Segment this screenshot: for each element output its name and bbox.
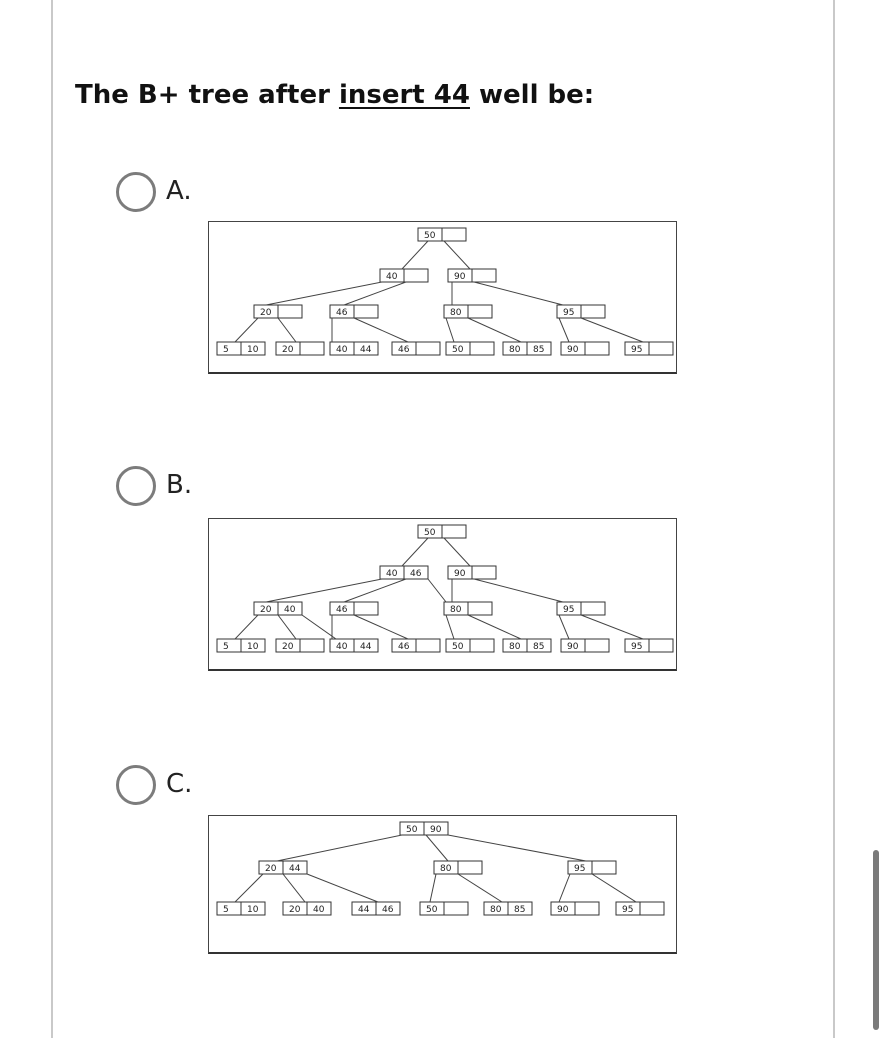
root-node-key: 50 bbox=[406, 825, 418, 835]
tree-edge bbox=[278, 615, 296, 639]
leaf-node-key: 50 bbox=[452, 642, 464, 652]
internal-node-key: 95 bbox=[563, 308, 575, 318]
internal-node-cell bbox=[468, 602, 492, 615]
tree-edge bbox=[302, 615, 336, 639]
leaf-node bbox=[420, 902, 468, 915]
root-node-key: 90 bbox=[430, 825, 442, 835]
leaf-node bbox=[217, 902, 265, 915]
leaf-node-key: 10 bbox=[247, 905, 259, 915]
leaf-node bbox=[484, 902, 532, 915]
internal-node bbox=[380, 566, 428, 579]
tree-edge bbox=[448, 835, 586, 861]
leaf-node-cell bbox=[416, 639, 440, 652]
leaf-node-key: 20 bbox=[282, 345, 294, 355]
option-c-label: C. bbox=[166, 769, 193, 799]
tree-edge bbox=[468, 615, 521, 639]
leaf-node bbox=[217, 342, 265, 355]
tree-edge bbox=[474, 579, 563, 602]
tree-edge bbox=[468, 318, 521, 342]
root-node-cell bbox=[442, 228, 466, 241]
leaf-node-cell bbox=[444, 902, 468, 915]
root-node-cell bbox=[442, 525, 466, 538]
internal-node-cell bbox=[472, 269, 496, 282]
tree-edge bbox=[592, 874, 636, 902]
root-node bbox=[400, 822, 448, 835]
tree-edge bbox=[235, 318, 258, 342]
leaf-node-key: 90 bbox=[567, 345, 579, 355]
option-a-radio[interactable] bbox=[116, 172, 156, 212]
tree-edge bbox=[559, 874, 570, 902]
internal-node bbox=[380, 269, 428, 282]
leaf-node-key: 46 bbox=[398, 642, 410, 652]
internal-node bbox=[557, 305, 605, 318]
internal-node-cell bbox=[278, 305, 302, 318]
internal-node-key: 20 bbox=[260, 605, 272, 615]
leaf-node-key: 90 bbox=[557, 905, 569, 915]
leaf-node-key: 20 bbox=[289, 905, 301, 915]
internal-node bbox=[330, 305, 378, 318]
option-b-radio[interactable] bbox=[116, 466, 156, 506]
leaf-node-key: 80 bbox=[509, 345, 521, 355]
leaf-node-key: 5 bbox=[223, 905, 229, 915]
tree-edge bbox=[277, 835, 402, 861]
question-underlined: insert 44 bbox=[338, 80, 470, 110]
internal-node-key: 44 bbox=[289, 864, 301, 874]
leaf-node bbox=[392, 342, 440, 355]
option-a-label: A. bbox=[166, 176, 192, 206]
leaf-node-cell bbox=[575, 902, 599, 915]
tree-edge bbox=[266, 282, 382, 305]
leaf-node bbox=[352, 902, 400, 915]
leaf-node-key: 80 bbox=[490, 905, 502, 915]
leaf-node bbox=[446, 342, 494, 355]
leaf-node-key: 85 bbox=[514, 905, 526, 915]
leaf-node-key: 10 bbox=[247, 345, 259, 355]
tree-edge bbox=[446, 318, 454, 342]
internal-node bbox=[444, 305, 492, 318]
internal-node-key: 80 bbox=[440, 864, 452, 874]
tree-edge bbox=[444, 241, 470, 269]
leaf-node-key: 44 bbox=[360, 345, 372, 355]
tree-edge bbox=[444, 538, 470, 566]
internal-node-key: 95 bbox=[563, 605, 575, 615]
internal-node-key: 46 bbox=[336, 308, 348, 318]
leaf-node bbox=[276, 639, 324, 652]
leaf-node-key: 44 bbox=[358, 905, 370, 915]
internal-node bbox=[444, 602, 492, 615]
internal-node-key: 90 bbox=[454, 272, 466, 282]
leaf-node-cell bbox=[585, 639, 609, 652]
leaf-node bbox=[561, 639, 609, 652]
internal-node bbox=[557, 602, 605, 615]
tree-edge bbox=[235, 874, 263, 902]
leaf-node bbox=[625, 342, 673, 355]
option-b-tree bbox=[209, 519, 678, 672]
internal-node-cell bbox=[354, 602, 378, 615]
leaf-node-cell bbox=[649, 639, 673, 652]
tree-edge bbox=[307, 874, 378, 902]
question-suffix: well be: bbox=[469, 80, 595, 110]
tree-edge bbox=[426, 835, 448, 861]
leaf-node-key: 5 bbox=[223, 345, 229, 355]
scrollbar-thumb[interactable] bbox=[873, 850, 879, 1030]
internal-node-cell bbox=[472, 566, 496, 579]
tree-edge bbox=[344, 282, 406, 305]
internal-node-cell bbox=[581, 305, 605, 318]
leaf-node bbox=[561, 342, 609, 355]
internal-node-cell bbox=[581, 602, 605, 615]
leaf-node bbox=[217, 639, 265, 652]
leaf-node-key: 40 bbox=[336, 642, 348, 652]
leaf-node-key: 46 bbox=[398, 345, 410, 355]
root-node-key: 50 bbox=[424, 231, 436, 241]
tree-edge bbox=[581, 318, 643, 342]
leaf-node bbox=[392, 639, 440, 652]
tree-edge bbox=[354, 615, 408, 639]
leaf-node-key: 10 bbox=[247, 642, 259, 652]
tree-edge bbox=[283, 874, 305, 902]
internal-node-key: 46 bbox=[336, 605, 348, 615]
leaf-node-cell bbox=[640, 902, 664, 915]
internal-node-key: 40 bbox=[386, 569, 398, 579]
tree-edge bbox=[474, 282, 563, 305]
tree-edge bbox=[402, 241, 428, 269]
option-a-tree-figure bbox=[208, 221, 677, 374]
leaf-node-key: 95 bbox=[622, 905, 634, 915]
leaf-node-cell bbox=[416, 342, 440, 355]
leaf-node bbox=[551, 902, 599, 915]
leaf-node bbox=[625, 639, 673, 652]
internal-node bbox=[254, 602, 302, 615]
leaf-node-cell bbox=[649, 342, 673, 355]
internal-node-key: 46 bbox=[410, 569, 422, 579]
leaf-node-key: 50 bbox=[426, 905, 438, 915]
tree-edge bbox=[559, 615, 569, 639]
leaf-node-key: 40 bbox=[336, 345, 348, 355]
internal-node-cell bbox=[404, 269, 428, 282]
leaf-node bbox=[503, 639, 551, 652]
internal-node bbox=[448, 566, 496, 579]
tree-edge bbox=[354, 318, 408, 342]
tree-edge bbox=[458, 874, 502, 902]
leaf-node-cell bbox=[217, 639, 241, 652]
leaf-node-key: 5 bbox=[223, 642, 229, 652]
internal-node bbox=[434, 861, 482, 874]
tree-edge bbox=[428, 579, 446, 602]
internal-node bbox=[254, 305, 302, 318]
root-node bbox=[418, 228, 466, 241]
tree-edge bbox=[559, 318, 569, 342]
internal-node-key: 95 bbox=[574, 864, 586, 874]
option-b-tree-figure bbox=[208, 518, 677, 671]
internal-node-cell bbox=[354, 305, 378, 318]
tree-edge bbox=[402, 538, 428, 566]
leaf-node-key: 80 bbox=[509, 642, 521, 652]
leaf-node-key: 95 bbox=[631, 345, 643, 355]
leaf-node-key: 46 bbox=[382, 905, 394, 915]
leaf-node-cell bbox=[217, 902, 241, 915]
leaf-node-key: 40 bbox=[313, 905, 325, 915]
leaf-node-cell bbox=[300, 639, 324, 652]
internal-node-key: 80 bbox=[450, 605, 462, 615]
tree-edge bbox=[235, 615, 258, 639]
option-c-tree bbox=[209, 816, 678, 955]
internal-node-key: 40 bbox=[386, 272, 398, 282]
leaf-node-key: 95 bbox=[631, 642, 643, 652]
leaf-node bbox=[503, 342, 551, 355]
option-b-label: B. bbox=[166, 470, 193, 500]
tree-edge bbox=[278, 318, 296, 342]
internal-node bbox=[448, 269, 496, 282]
tree-edge bbox=[430, 874, 436, 902]
internal-node-key: 90 bbox=[454, 569, 466, 579]
option-c-radio[interactable] bbox=[116, 765, 156, 805]
leaf-node-key: 90 bbox=[567, 642, 579, 652]
leaf-node-key: 85 bbox=[533, 345, 545, 355]
internal-node-key: 20 bbox=[260, 308, 272, 318]
internal-node bbox=[568, 861, 616, 874]
leaf-node bbox=[276, 342, 324, 355]
question-text bbox=[75, 80, 594, 110]
leaf-node-cell bbox=[470, 639, 494, 652]
leaf-node-key: 85 bbox=[533, 642, 545, 652]
leaf-node-cell bbox=[217, 342, 241, 355]
leaf-node bbox=[330, 639, 378, 652]
leaf-node-cell bbox=[470, 342, 494, 355]
internal-node-key: 20 bbox=[265, 864, 277, 874]
leaf-node bbox=[330, 342, 378, 355]
internal-node-cell bbox=[458, 861, 482, 874]
option-a-tree bbox=[209, 222, 678, 375]
leaf-node-key: 50 bbox=[452, 345, 464, 355]
leaf-node-key: 44 bbox=[360, 642, 372, 652]
internal-node-key: 40 bbox=[284, 605, 296, 615]
tree-edge bbox=[344, 579, 406, 602]
root-node bbox=[418, 525, 466, 538]
root-node-key: 50 bbox=[424, 528, 436, 538]
tree-edge bbox=[581, 615, 643, 639]
internal-node-cell bbox=[468, 305, 492, 318]
tree-edge bbox=[266, 579, 382, 602]
internal-node bbox=[330, 602, 378, 615]
leaf-node-cell bbox=[300, 342, 324, 355]
internal-node bbox=[259, 861, 307, 874]
question-prefix: The B+ tree after bbox=[75, 80, 339, 110]
internal-node-cell bbox=[592, 861, 616, 874]
leaf-node bbox=[446, 639, 494, 652]
leaf-node bbox=[616, 902, 664, 915]
internal-node-key: 80 bbox=[450, 308, 462, 318]
option-c-tree-figure bbox=[208, 815, 677, 954]
leaf-node-key: 20 bbox=[282, 642, 294, 652]
tree-edge bbox=[446, 615, 454, 639]
leaf-node bbox=[283, 902, 331, 915]
leaf-node-cell bbox=[585, 342, 609, 355]
